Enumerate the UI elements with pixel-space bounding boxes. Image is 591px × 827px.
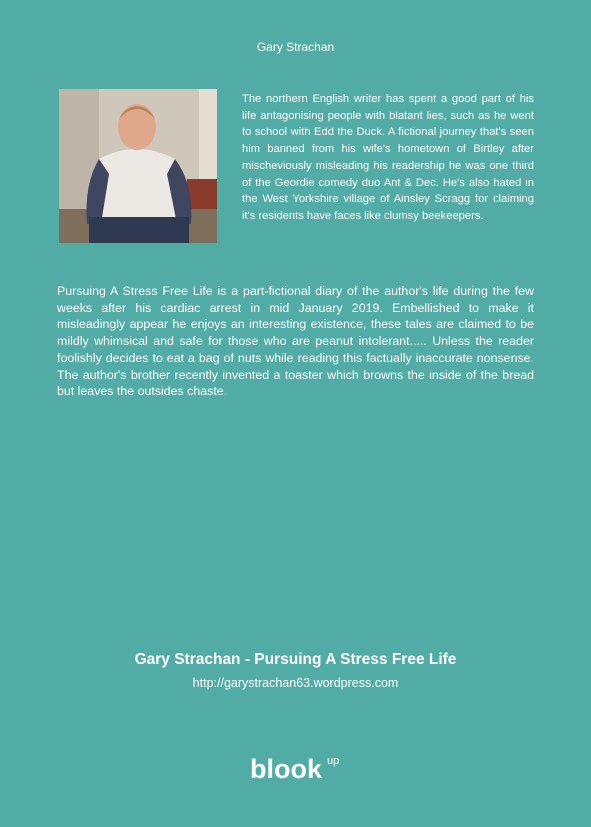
logo-wordmark: blook — [250, 754, 322, 784]
blookup-logo — [248, 750, 348, 784]
header-author-name: Gary Strachan — [256, 40, 335, 54]
footer-title: Gary Strachan - Pursuing A Stress Free Life — [134, 651, 457, 668]
footer-url[interactable]: http://garystrachan63.wordpress.com — [192, 676, 399, 690]
book-blurb: Pursuing A Stress Free Life is a part-fictional diary of the author's life during the few weeks after his cardiac arrest in mid January 2019. Embellished to make it misleadingly appear he enjoys an interesting existence, these tales are claimed to be mildly whimsical and safe for those who are peanut intolerant..... Unless the reader foolishly decides to eat a bag of nuts while reading this factually inaccurate nonsense. The author's brother recently invented a toaster which browns the inside of the bread but leaves the outsides chaste. — [57, 284, 534, 399]
logo-superscript: up — [327, 755, 340, 767]
author-bio: The northern English writer has spent a good part of his life antagonising people with blatant lies, such as he went to school with Edd the Duck. A fictional journey that's seen him banned from his wife's hometown of Birtley after mischeviously misleading his readership he was one third of the Geordie comedy duo Ant & Dec. He's also hated in the West Yorkshire village of Ainsley Scragg for claiming it's residents have faces like clumsy beekeepers. — [242, 93, 534, 222]
author-photo — [59, 89, 217, 243]
